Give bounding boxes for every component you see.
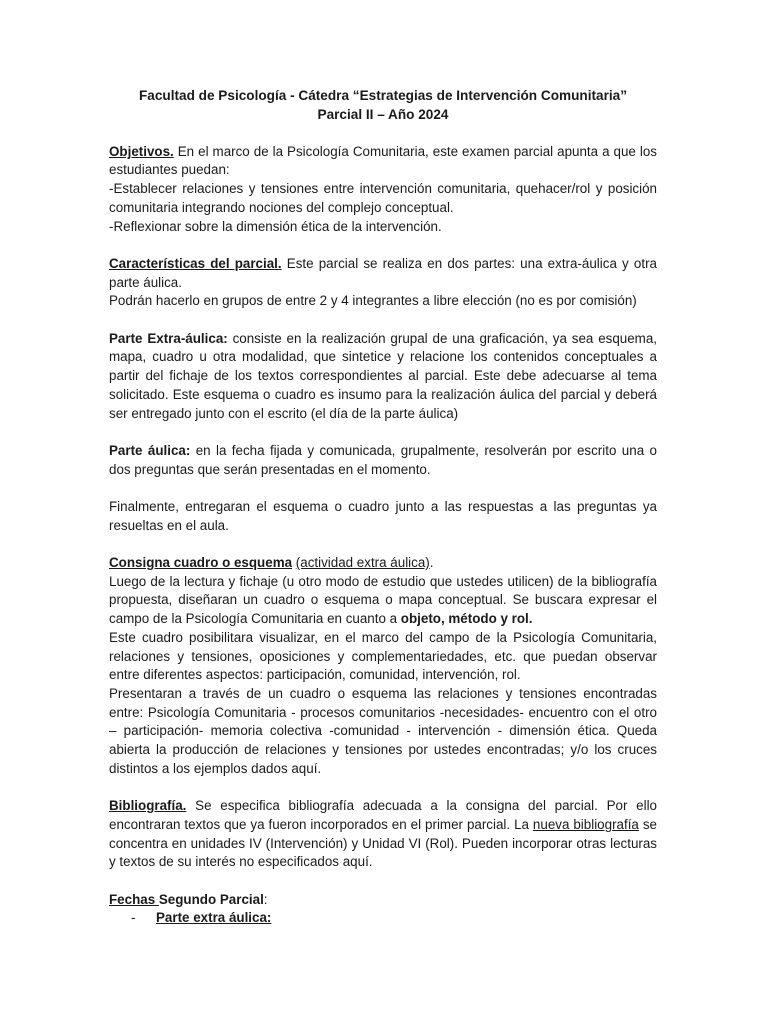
- list-bullet: -: [131, 910, 136, 926]
- objetivos-heading: Objetivos.: [109, 143, 174, 159]
- list-item: [131, 909, 657, 928]
- aulica-paragraph: [109, 442, 657, 479]
- fechas-heading-underlined: Fechas: [109, 891, 159, 907]
- fechas-colon: :: [263, 891, 268, 907]
- document-body: [109, 86, 657, 928]
- consigna-p1-bold: objeto, método y rol.: [400, 611, 533, 627]
- consigna-period: .: [429, 555, 434, 571]
- finalmente-paragraph: Finalmente, entregaran el esquema o cuadro junto a las respuestas a las preguntas ya resueltas en el aula.: [109, 498, 657, 533]
- nueva-bibliografia-link: nueva bibliografía: [532, 816, 639, 832]
- extra-aulica-heading: Parte Extra-áulica:: [109, 330, 228, 346]
- consigna-paragraph-3: Presentaran a través de un cuadro o esquema las relaciones y tensiones encontradas entre: Psicología Comunitaria - procesos comunitarios -necesidades- encuentro con el otro – participación- memoria colectiva -comunidad - intervención - dimensión ética. Queda abierta la producción de relaciones y tensiones por ustedes encontradas; y/o los cruces distintos a los ejemplos dados aquí.: [109, 686, 657, 776]
- objetivos-item-2: -Reflexionar sobre la dimensión ética de la intervención.: [109, 218, 442, 234]
- fechas-item-extra-aulica: Parte extra áulica:: [156, 910, 272, 926]
- fechas-heading-bold: Segundo Parcial: [158, 891, 264, 907]
- extra-aulica-paragraph: [109, 330, 657, 424]
- bibliografia-text-2: se concentra en unidades IV (Intervención) y Unidad VI (Rol). Pueden incorporar otras lecturas y textos de su interés no especificados aquí.: [109, 816, 657, 870]
- consigna-paragraph-1: [109, 573, 657, 629]
- consigna-heading: Consigna cuadro o esquema: [109, 555, 293, 571]
- objetivos-item-1: -Establecer relaciones y tensiones entre intervención comunitaria, quehacer/rol y posición comunitaria integrando nociones del complejo conceptual.: [109, 181, 657, 215]
- bibliografia-paragraph: [109, 797, 657, 872]
- consigna-paragraph-2: Este cuadro posibilitara visualizar, en el marco del campo de la Psicología Comunitaria, relaciones y tensiones, oposiciones y complementariedades, etc. que puedan observar entre diferentes aspectos: participación, comunidad, intervención, rol.: [109, 629, 657, 683]
- caracteristicas-heading: Características del parcial.: [109, 255, 282, 271]
- document-subtitle: Parcial II – Año 2024: [317, 107, 449, 122]
- caracteristicas-paragraph: [109, 255, 657, 292]
- objetivos-intro: En el marco de la Psicología Comunitaria, este examen parcial apunta a que los estudiantes puedan:: [109, 143, 657, 178]
- objetivos-paragraph: [109, 143, 657, 180]
- consigna-subheading: (actividad extra áulica): [295, 555, 430, 571]
- aulica-text: en la fecha fijada y comunicada, grupalmente, resolverán por escrito una o dos preguntas que serán presentadas en el momento.: [109, 442, 657, 477]
- consigna-p1-text: Luego de la lectura y fichaje (u otro modo de estudio que ustedes utilicen) de la bibliografía propuesta, diseñaran un cuadro o esquema o mapa conceptual. Se buscara expresar el campo de la Psicología Comunitaria en cuanto a: [109, 573, 657, 627]
- consigna-heading-line: [109, 554, 657, 573]
- bibliografia-heading: Bibliografía.: [109, 798, 187, 814]
- aulica-heading: Parte áulica:: [109, 442, 191, 458]
- caracteristicas-text: Este parcial se realiza en dos partes: una extra-áulica y otra parte áulica.: [109, 255, 657, 290]
- document-title: Facultad de Psicología - Cátedra “Estrategias de Intervención Comunitaria”: [139, 88, 627, 103]
- bibliografia-text-1: Se especifica bibliografía adecuada a la consigna del parcial. Por ello encontraran textos que ya fueron incorporados en el primer parcial. La: [109, 798, 657, 832]
- extra-aulica-text: consiste en la realización grupal de una graficación, ya sea esquema, mapa, cuadro u otra modalidad, que sintetice y relacione los contenidos conceptuales a partir del fichaje de los textos correspondientes al parcial. Este debe adecuarse al tema solicitado. Este esquema o cuadro es insumo para la realización áulica del parcial y deberá ser entregado junto con el escrito (el día de la parte áulica): [109, 330, 658, 421]
- caracteristicas-grupos: Podrán hacerlo en grupos de entre 2 y 4 integrantes a libre elección (no es por comisión): [109, 293, 637, 309]
- fechas-heading-line: [109, 891, 657, 910]
